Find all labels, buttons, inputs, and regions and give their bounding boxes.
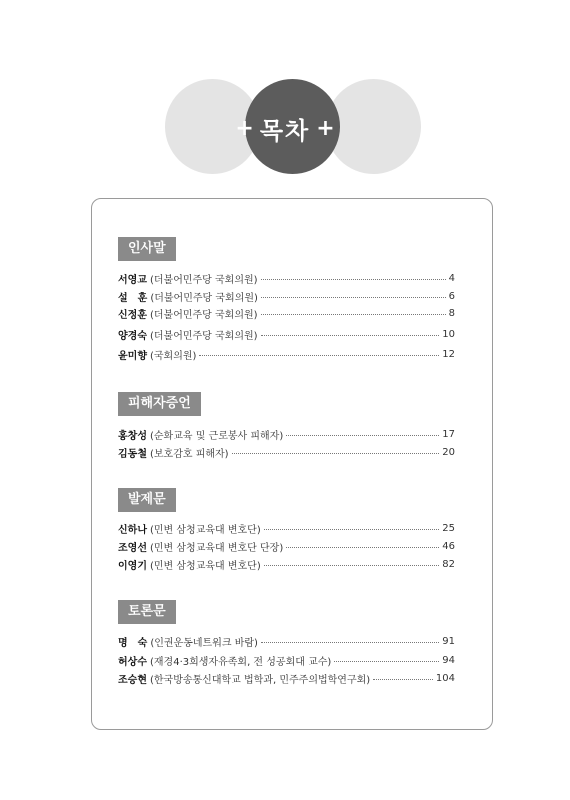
toc-entry[interactable] [118, 426, 455, 442]
toc-entry[interactable] [118, 288, 455, 304]
entry-page: 25 [442, 522, 455, 534]
entry-name: 신하나 [118, 524, 147, 536]
dot-leader [261, 641, 439, 643]
entry-desc: (민변 삼청교육대 변호단 단장) [149, 542, 284, 554]
dot-leader [261, 334, 440, 336]
toc-entry[interactable] [118, 270, 455, 286]
toc-entry[interactable] [118, 670, 455, 686]
entry-page: 104 [435, 672, 455, 684]
plus-icon-left: + [235, 115, 254, 141]
toc-entry[interactable] [118, 444, 455, 460]
entry-desc: (국회의원) [149, 350, 197, 362]
entry-desc: (민변 삼청교육대 변호단) [149, 524, 261, 536]
title-row [0, 108, 570, 148]
dot-leader [232, 452, 440, 454]
section-label-testimony: 피해자증언 [118, 392, 201, 416]
entry-name: 조승현 [118, 674, 147, 686]
toc-entry[interactable] [118, 520, 455, 536]
entry-desc: (한국방송통신대학교 법학과, 민주주의법학연구회) [149, 674, 371, 686]
toc-entry[interactable] [118, 556, 455, 572]
entry-page: 17 [442, 428, 455, 440]
entry-name: 양경숙 [118, 330, 147, 342]
toc-entry[interactable] [118, 305, 455, 321]
entry-page: 8 [448, 307, 455, 319]
entry-page: 91 [442, 635, 455, 647]
entry-name: 조영선 [118, 542, 147, 554]
toc-entry[interactable] [118, 346, 455, 362]
toc-entry[interactable] [118, 633, 455, 649]
entry-desc: (순화교육 및 근로봉사 피해자) [149, 430, 284, 442]
entry-page: 10 [442, 328, 455, 340]
dot-leader [286, 546, 439, 548]
toc-entry[interactable] [118, 326, 455, 342]
entry-page: 12 [442, 348, 455, 360]
dot-leader [264, 564, 440, 566]
entry-desc: (더불어민주당 국회의원) [149, 309, 258, 321]
entry-page: 4 [448, 272, 455, 284]
entry-desc: (인권운동네트워크 바람) [150, 637, 258, 649]
entry-page: 6 [448, 290, 455, 302]
entry-name: 신정훈 [118, 309, 147, 321]
entry-page: 82 [442, 558, 455, 570]
entry-name: 설 훈 [118, 292, 148, 304]
entry-name: 이영기 [118, 560, 147, 572]
entry-desc: (보호감호 피해자) [149, 448, 229, 460]
dot-leader [199, 354, 439, 356]
entry-desc: (더불어민주당 국회의원) [149, 274, 258, 286]
entry-name: 서영교 [118, 274, 147, 286]
entry-desc: (더불어민주당 국회의원) [149, 330, 258, 342]
page-title: 목차 [259, 116, 311, 145]
entry-name: 김동철 [118, 448, 147, 460]
section-label-presentation: 발제문 [118, 488, 176, 512]
entry-page: 20 [442, 446, 455, 458]
entry-desc: (민변 삼청교육대 변호단) [149, 560, 261, 572]
entry-page: 46 [442, 540, 455, 552]
plus-icon-right: + [316, 115, 335, 141]
dot-leader [334, 660, 439, 662]
dot-leader [373, 678, 433, 680]
entry-name: 홍창성 [118, 430, 147, 442]
toc-entry[interactable] [118, 652, 455, 668]
entry-page: 94 [442, 654, 455, 666]
dot-leader [261, 313, 446, 315]
dot-leader [261, 278, 446, 280]
entry-name: 윤미향 [118, 350, 147, 362]
section-label-greetings: 인사말 [118, 237, 176, 261]
section-label-discussion: 토론문 [118, 600, 176, 624]
dot-leader [261, 296, 446, 298]
entry-name: 명 숙 [118, 637, 148, 649]
entry-desc: (재경4·3희생자유족회, 전 성공회대 교수) [149, 656, 332, 668]
dot-leader [264, 528, 440, 530]
toc-entry[interactable] [118, 538, 455, 554]
dot-leader [286, 434, 439, 436]
entry-desc: (더불어민주당 국회의원) [150, 292, 258, 304]
entry-name: 허상수 [118, 656, 147, 668]
